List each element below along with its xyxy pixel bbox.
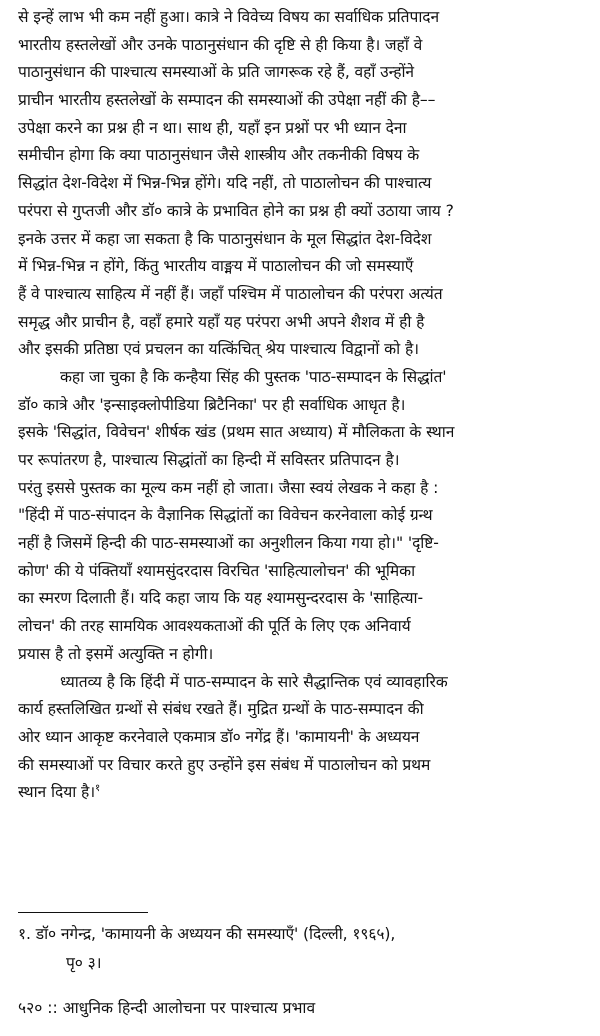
text-line: ओर ध्यान आकृष्ट करनेवाले एकमात्र डॉ० नगेंद्र हैं। 'कामायनी' के अध्ययन <box>18 727 420 746</box>
text-line: लोचन' की तरह सामयिक आवश्यकताओं की पूर्ति के लिए एक अनिवार्य <box>18 617 411 636</box>
text-line: समृद्ध और प्राचीन है, वहाँ हमारे यहाँ यह परंपरा अभी अपने शैशव में ही है <box>18 312 425 331</box>
text-line: प्राचीन भारतीय हस्तलेखों के सम्पादन की समस्याओं की उपेक्षा नहीं की है–– <box>18 91 436 110</box>
body-text <box>18 4 590 807</box>
text-line: पाठानुसंधान की पाश्चात्य समस्याओं के प्रति जागरूक रहे हैं, वहाँ उन्होंने <box>18 63 414 82</box>
text-fragment: स्थान दिया है। <box>18 783 96 802</box>
text-line: समीचीन होगा कि क्या पाठानुसंधान जैसे शास्त्रीय और तकनीकी विषय के <box>18 146 420 165</box>
text-line: हैं वे पाश्चात्य साहित्य में नहीं हैं। जहाँ पश्चिम में पाठालोचन की परंपरा अत्यंत <box>18 284 443 303</box>
text-line: नहीं है जिसमें हिन्दी की पाठ-समस्याओं का अनुशीलन किया गया हो।" 'दृष्टि- <box>18 534 439 553</box>
text-line: डॉ० कात्रे और 'इन्साइक्लोपीडिया ब्रिटैनिका' पर ही सर्वाधिक आधृत है। <box>18 395 406 414</box>
text-line: कोण' की ये पंक्तियाँ श्यामसुंदरदास विरचित 'साहित्यालोचन' की भूमिका <box>18 561 416 580</box>
paragraph-start-line: ध्यातव्य है कि हिंदी में पाठ-सम्पादन के सारे सैद्धान्तिक एवं व्यावहारिक <box>60 672 448 691</box>
footnote-line: १. डॉ० नगेन्द्र, 'कामायनी के अध्ययन की समस्याएँ' (दिल्ली, १९६५), <box>18 925 396 943</box>
text-line: का स्मरण दिलाती हैं। यदि कहा जाय कि यह श्यामसुन्दरदास के 'साहित्या- <box>18 589 423 608</box>
text-line: पर रूपांतरण है, पाश्चात्य सिद्धांतों का हिन्दी में सविस्तर प्रतिपादन है। <box>18 451 400 469</box>
text-line: और इसकी प्रतिष्ठा एवं प्रचलन का यत्किंचित् श्रेय पाश्चात्य विद्वानों को है। <box>18 340 419 359</box>
footnote <box>18 920 590 978</box>
text-line: इसके 'सिद्धांत, विवेचन' शीर्षक खंड (प्रथम सात अध्याय) में मौलिकता के स्थान <box>18 423 455 442</box>
footnote-reference[interactable]: १ <box>95 783 101 795</box>
text-line: की समस्याओं पर विचार करते हुए उन्होंने इस संबंध में पाठालोचन को प्रथम <box>18 755 431 774</box>
footnote-line: पृ० ३। <box>66 954 102 972</box>
text-line: उपेक्षा करने का प्रश्न ही न था। साथ ही, यहाँ इन प्रश्नों पर भी ध्यान देना <box>18 118 407 137</box>
text-line: "हिंदी में पाठ-संपादन के वैज्ञानिक सिद्धांतों का विवेचन करनेवाला कोई ग्रन्थ <box>18 506 433 525</box>
text-line: परंपरा से गुप्तजी और डॉ० कात्रे के प्रभावित होने का प्रश्न ही क्यों उठाया जाय ? <box>18 201 454 220</box>
text-line: सिद्धांत देश-विदेश में भिन्न-भिन्न होंगे। यदि नहीं, तो पाठालोचन की पाश्चात्य <box>18 174 432 193</box>
text-line-last <box>18 779 590 807</box>
text-line: प्रयास है तो इसमें अत्युक्ति न होगी। <box>18 644 214 663</box>
text-line: कार्य हस्तलिखित ग्रन्थों से संबंध रखते हैं। मुद्रित ग्रन्थों के पाठ-सम्पादन की <box>18 700 424 719</box>
running-footer: ५२० :: आधुनिक हिन्दी आलोचना पर पाश्चात्य प्रभाव <box>18 999 316 1017</box>
text-line: भारतीय हस्तलेखों और उनके पाठानुसंधान की दृष्टि से ही किया है। जहाँ वे <box>18 35 423 54</box>
footnote-divider <box>18 912 148 913</box>
text-line: से इन्हें लाभ भी कम नहीं हुआ। कात्रे ने विवेच्य विषय का सर्वाधिक प्रतिपादन <box>18 8 439 26</box>
text-line: में भिन्न-भिन्न न होंगे, किंतु भारतीय वाङ्मय में पाठालोचन की जो समस्याएँ <box>18 257 414 276</box>
text-line: इनके उत्तर में कहा जा सकता है कि पाठानुसंधान के मूल सिद्धांत देश-विदेश <box>18 229 432 248</box>
paragraph-start-line: कहा जा चुका है कि कन्हैया सिंह की पुस्तक 'पाठ-सम्पादन के सिद्धांत' <box>60 367 447 386</box>
text-line: परंतु इससे पुस्तक का मूल्य कम नहीं हो जाता। जैसा स्वयं लेखक ने कहा है : <box>18 478 439 497</box>
